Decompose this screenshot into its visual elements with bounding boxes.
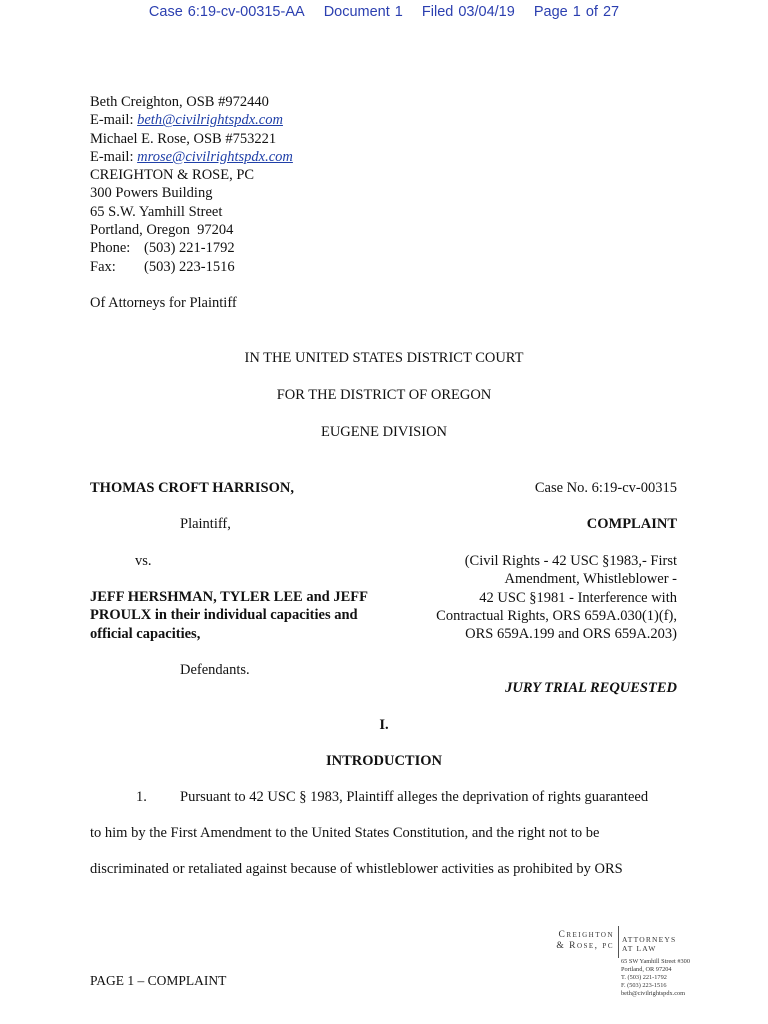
attorney-1-email-link[interactable]: beth@civilrightspdx.com (137, 112, 283, 129)
firm-building: 300 Powers Building (90, 185, 213, 202)
firm-street: 65 S.W. Yamhill Street (90, 203, 223, 220)
defendants-names: JEFF HERSHMAN, TYLER LEE and JEFF PROULX in their individual capacities and official capacities, (90, 589, 368, 642)
of-attorneys: Of Attorneys for Plaintiff (90, 295, 237, 311)
attorney-2-email-row: E-mail: mrose@civilrightspdx.com (90, 148, 293, 165)
firm-logo (540, 930, 614, 952)
attorney-1-email-row: E-mail: beth@civilrightspdx.com (90, 112, 283, 129)
versus: vs. (135, 553, 152, 569)
section-title: INTRODUCTION (325, 753, 442, 769)
paragraph-line-3: discriminated or retaliated against because of whistleblower activities as prohibited by ORS (90, 861, 623, 877)
document-title: COMPLAINT (586, 516, 677, 532)
section-number: I. (379, 717, 389, 733)
logo-tagline: ATTORNEYS AT LAW (622, 935, 677, 953)
claims-list: (Civil Rights - 42 USC §1983,- First Amendment, Whistleblower - 42 USC §1981 - Interference with Contractual Rights, ORS 659A.030(1)(f), ORS 659A.199 and ORS 659A.203) (436, 553, 677, 643)
plaintiff-role: Plaintiff, (180, 516, 231, 532)
header-page: Page 1 of 27 (533, 4, 620, 20)
page-footer-label: PAGE 1 – COMPLAINT (90, 973, 227, 988)
jury-trial-requested: JURY TRIAL REQUESTED (505, 680, 677, 696)
firm-name: CREIGHTON & ROSE, PC (90, 167, 255, 184)
attorney-2-name: Michael E. Rose, OSB #753221 (90, 130, 277, 147)
court-district: FOR THE DISTRICT OF OREGON (276, 387, 492, 403)
paragraph-line-2: to him by the First Amendment to the United States Constitution, and the right not to be (90, 825, 600, 841)
header-case: Case 6:19-cv-00315-AA (148, 4, 305, 20)
logo-divider (618, 926, 619, 958)
header-document: Document 1 (323, 4, 403, 20)
firm-fax-row: Fax: (503) 223-1516 (90, 258, 235, 275)
header-filed: Filed 03/04/19 (421, 4, 515, 20)
footer-address: 65 SW Yamhill Street #300 Portland, OR 97204 T. (503) 221-1792 F. (503) 223-1516 beth@civilrightspdx.com (621, 958, 690, 998)
logo-line-1: Creighton (558, 930, 614, 940)
firm-phone-row: Phone: (503) 221-1792 (90, 240, 235, 257)
defendants-role: Defendants. (180, 662, 250, 678)
paragraph-line-1: Pursuant to 42 USC § 1983, Plaintiff alleges the deprivation of rights guaranteed (180, 789, 649, 805)
plaintiff-name: THOMAS CROFT HARRISON, (90, 480, 294, 496)
attorney-block (90, 93, 293, 276)
filing-header (0, 4, 768, 20)
attorney-2-email-link[interactable]: mrose@civilrightspdx.com (137, 148, 293, 165)
logo-line-2: & Rose, pc (556, 941, 614, 951)
court-division: EUGENE DIVISION (320, 424, 448, 440)
attorney-1-name: Beth Creighton, OSB #972440 (90, 94, 269, 110)
court-name: IN THE UNITED STATES DISTRICT COURT (244, 350, 524, 366)
case-number: Case No. 6:19-cv-00315 (534, 480, 677, 496)
firm-city: Portland, Oregon 97204 (90, 222, 234, 239)
paragraph-number: 1. (136, 789, 147, 805)
